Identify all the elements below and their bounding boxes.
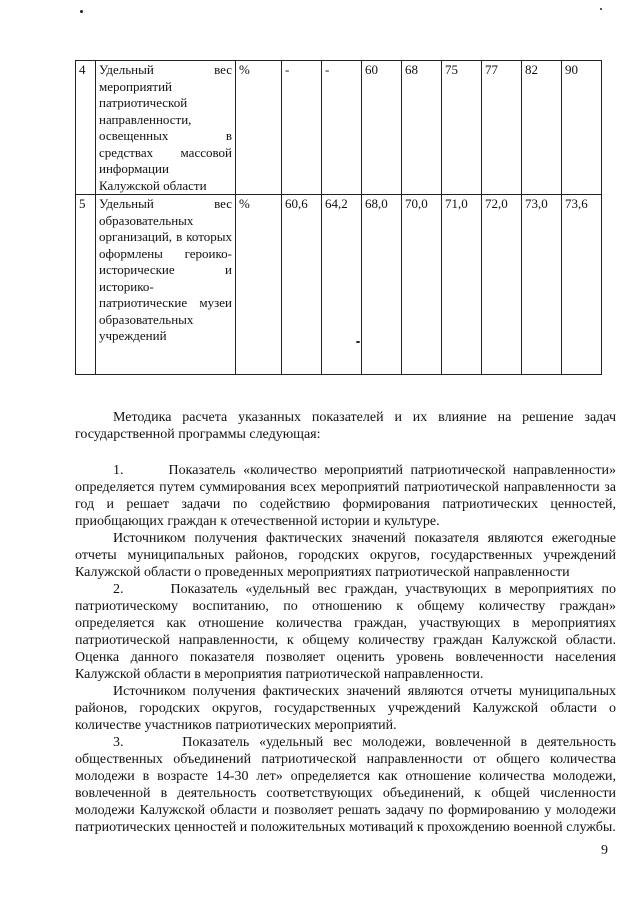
row-number: 4 — [76, 61, 96, 195]
value-cell: 82 — [522, 61, 562, 195]
value-cell: 60,6 — [282, 195, 322, 375]
page-number: 9 — [601, 843, 608, 858]
paragraph-1-source: Источником получения фактических значений показателя являются ежегодные отчеты муниципальных районов, городских округов, государственных учреждений Калужской области о проведенных мероприятиях патриотической направленности — [75, 531, 616, 580]
value-cell: 64,2 — [322, 195, 362, 375]
paragraph-2-source: Источником получения фактических значений являются отчеты муниципальных районов, городских округов, государственных учреждений Калужской области о количестве участников патриотических мероприятий. — [75, 684, 616, 733]
scan-speck — [80, 10, 83, 13]
indicator-name: Удельный вес мероприятий патриотической направленности, освещенных в средствах массовой информации Калужской области — [96, 61, 236, 195]
value-cell: 90 — [562, 61, 602, 195]
value-cell: - — [322, 61, 362, 195]
value-cell: 71,0 — [442, 195, 482, 375]
value-cell: 73,6 — [562, 195, 602, 375]
scan-speck — [600, 8, 602, 10]
value-cell: 68,0 — [362, 195, 402, 375]
value-cell: 73,0 — [522, 195, 562, 375]
unit-cell: % — [236, 195, 282, 375]
indicator-name: Удельный вес образовательных организаций, в которых оформлены героико-исторические и историко-патриотические музеи образовательных учреждений — [96, 195, 236, 375]
value-cell: 60 — [362, 61, 402, 195]
paragraph-2: 2. Показатель «удельный вес граждан, участвующих в мероприятиях по патриотическому воспитанию, по отношению к общему количеству граждан» определяется как отношение количества граждан, участвующих в мероприятиях патриотической направленности, к общему количеству граждан Калужской области. Оценка данного показателя позволяет оценить уровень вовлеченности населения Калужской области в мероприятия патриотической направленности. — [75, 582, 616, 682]
unit-cell: % — [236, 61, 282, 195]
scan-speck — [356, 341, 360, 343]
table-row — [76, 195, 602, 375]
paragraph-1: 1. Показатель «количество мероприятий патриотической направленности» определяется путем суммирования всех мероприятий патриотической направленности за год и решает задачи по содействию формирования патриотических ценностей, приобщающих граждан к отечественной истории и культуре. — [75, 463, 616, 529]
indicators-table — [75, 60, 602, 375]
intro-paragraph: Методика расчета указанных показателей и их влияние на решение задач государственной программы следующая: — [75, 410, 616, 442]
value-cell: 72,0 — [482, 195, 522, 375]
row-number: 5 — [76, 195, 96, 375]
body-text — [75, 409, 616, 836]
table-row — [76, 61, 602, 195]
value-cell: 77 — [482, 61, 522, 195]
value-cell: - — [282, 61, 322, 195]
paragraph-3: 3. Показатель «удельный вес молодежи, вовлеченной в деятельность общественных объединений патриотической направленности от общего количества молодежи в возрасте 14-30 лет» определяется как отношение количества молодежи, вовлеченной в деятельность соответствующих объединений, к общей численности молодежи Калужской области и позволяет решать задачу по формированию у молодежи патриотических ценностей и положительных мотиваций к прохождению военной службы. — [75, 735, 616, 835]
value-cell: 68 — [402, 61, 442, 195]
value-cell: 70,0 — [402, 195, 442, 375]
value-cell: 75 — [442, 61, 482, 195]
